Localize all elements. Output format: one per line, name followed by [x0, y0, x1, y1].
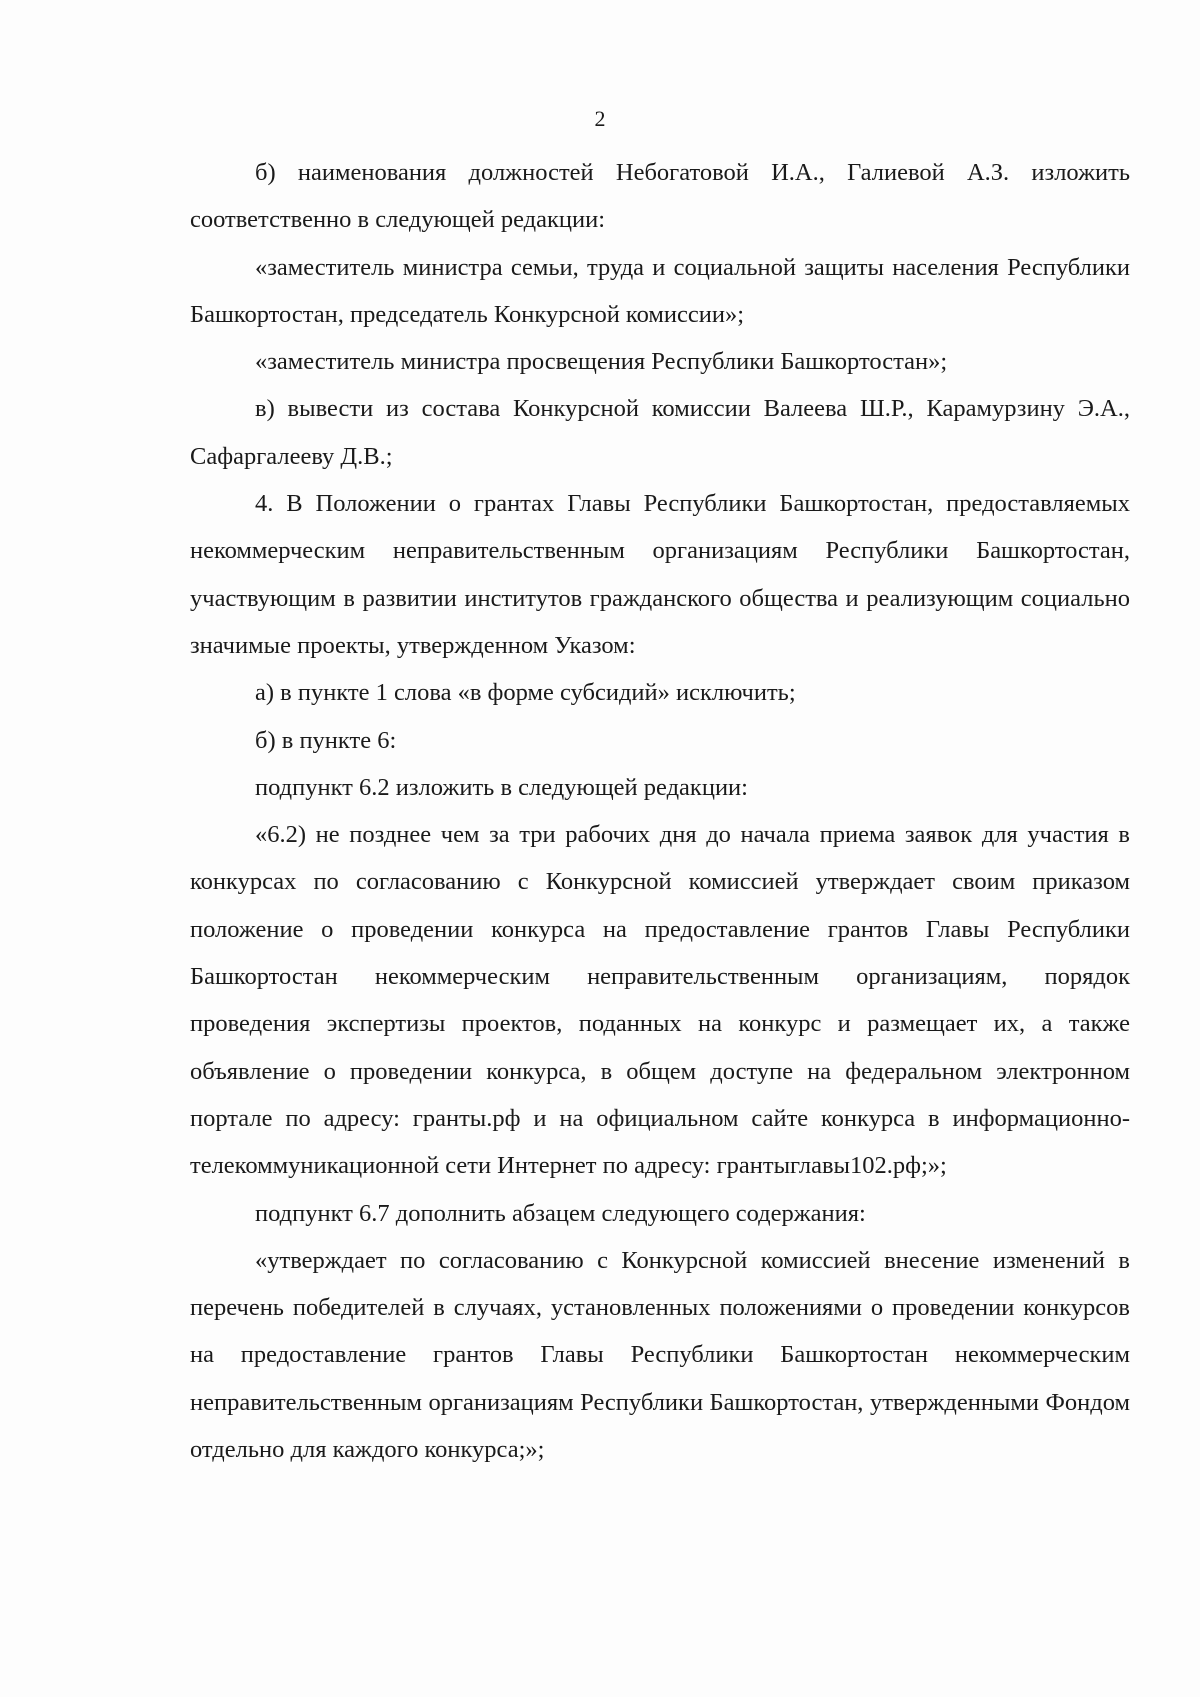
paragraph-subitem-6-2-intro: подпункт 6.2 изложить в следующей редакции: — [255, 773, 748, 801]
document-body — [190, 149, 1130, 1473]
paragraph-remove-members: в) вывести из состава Конкурсной комиссии Валеева Ш.Р., Карамурзину Э.А., Сафаргалееву Д.В.; — [190, 395, 1130, 470]
paragraph-item-4: 4. В Положении о грантах Главы Республики Башкортостан, предоставляемых некоммерческим неправительственным организациям Республики Башкортостан, участвующим в развитии институтов гражданского общества и реализующим социально значимые проекты, утвержденном Указом: — [190, 490, 1130, 659]
paragraph-item-4b: б) в пункте 6: — [255, 726, 397, 754]
page-number: 2 — [594, 106, 606, 131]
paragraph-subitem-6-2-text: «6.2) не позднее чем за три рабочих дня до начала приема заявок для участия в конкурсах по согласованию с Конкурсной комиссией утверждает своим приказом положение о проведении конкурса на предоставление грантов Главы Республики Башкортостан некоммерческим неправительственным организациям, порядок проведения экспертизы проектов, поданных на конкурс и размещает их, а также объявление о проведении конкурса, в общем доступе на федеральном электронном портале по адресу: гранты.рф и на официальном сайте конкурса в информационно-телекоммуникационной сети Интернет по адресу: грантыглавы102.рф;»; — [190, 821, 1130, 1180]
paragraph-item-4a: а) в пункте 1 слова «в форме субсидий» исключить; — [255, 679, 796, 707]
paragraph-deputy-minister-education: «заместитель министра просвещения Республики Башкортостан»; — [255, 348, 948, 376]
paragraph-position-titles: б) наименования должностей Небогатовой И.А., Галиевой А.З. изложить соответственно в следующей редакции: — [190, 159, 1130, 234]
paragraph-subitem-6-7-intro: подпункт 6.7 дополнить абзацем следующего содержания: — [255, 1199, 866, 1227]
paragraph-subitem-6-7-text: «утверждает по согласованию с Конкурсной комиссией внесение изменений в перечень победителей в случаях, установленных положениями о проведении конкурсов на предоставление грантов Главы Республики Башкортостан некоммерческим неправительственным организациям Республики Башкортостан, утвержденными Фондом отдельно для каждого конкурса;»; — [190, 1246, 1130, 1464]
paragraph-deputy-minister-family: «заместитель министра семьи, труда и социальной защиты населения Республики Башкортостан, председатель Конкурсной комиссии»; — [190, 253, 1130, 328]
